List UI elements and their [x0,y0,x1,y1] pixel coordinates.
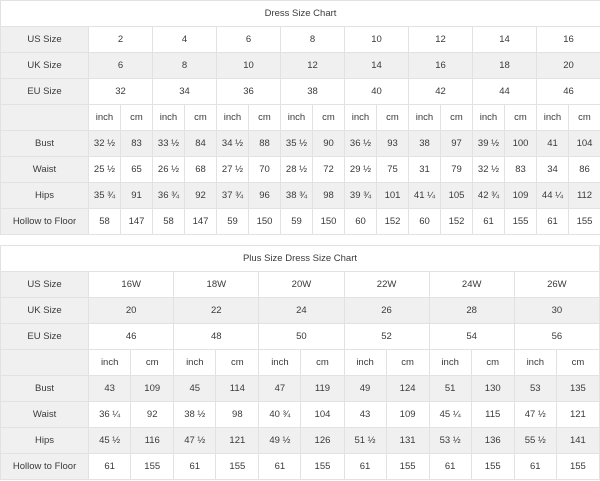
cell-hollow-to-floor: 150 [313,209,345,235]
cell-hips: 35 ¾ [89,183,121,209]
cell-waist: 36 ¼ [89,402,131,428]
unit-cell: inch [473,105,505,131]
table-row [1,428,600,454]
row-label-eu-size: EU Size [1,324,89,350]
cell-us-size-5: 12 [409,27,473,53]
cell-uk-size-2: 24 [259,298,344,324]
cell-bust: 33 ½ [153,131,185,157]
cell-hollow-to-floor: 60 [345,209,377,235]
cell-hips: 49 ½ [259,428,301,454]
unit-cell: cm [249,105,281,131]
cell-us-size-4: 24W [429,272,514,298]
cell-bust: 114 [216,376,259,402]
cell-waist: 47 ½ [514,402,556,428]
cell-bust: 119 [301,376,344,402]
plus-size-dress-chart-table [0,245,600,480]
row-label-us-size: US Size [1,272,89,298]
table-row [1,27,600,53]
cell-bust: 104 [569,131,600,157]
cell-bust: 90 [313,131,345,157]
cell-bust: 130 [471,376,514,402]
cell-hollow-to-floor: 147 [185,209,217,235]
unit-cell: inch [429,350,471,376]
table-row [1,209,600,235]
cell-bust: 39 ½ [473,131,505,157]
table-row [1,298,600,324]
cell-waist: 43 [344,402,386,428]
row-label-us-size: US Size [1,27,89,53]
cell-us-size-1: 4 [153,27,217,53]
row-label-eu-size: EU Size [1,79,89,105]
cell-hips: 45 ½ [89,428,131,454]
cell-us-size-2: 20W [259,272,344,298]
cell-hips: 42 ¾ [473,183,505,209]
unit-cell: inch [281,105,313,131]
cell-hips: 131 [386,428,429,454]
cell-waist: 65 [121,157,153,183]
cell-waist: 40 ¾ [259,402,301,428]
row-label-uk-size: UK Size [1,298,89,324]
cell-waist: 121 [556,402,599,428]
cell-waist: 75 [377,157,409,183]
cell-hips: 105 [441,183,473,209]
unit-cell: cm [121,105,153,131]
row-label-bust: Bust [1,131,89,157]
page-title-plus: Plus Size Dress Size Chart [1,246,600,272]
cell-hips: 136 [471,428,514,454]
cell-hips: 36 ¾ [153,183,185,209]
unit-cell: inch [89,350,131,376]
cell-hollow-to-floor: 58 [153,209,185,235]
table-row [1,402,600,428]
cell-bust: 53 [514,376,556,402]
cell-uk-size-2: 10 [217,53,281,79]
table-row [1,183,600,209]
cell-waist: 72 [313,157,345,183]
cell-us-size-0: 16W [89,272,174,298]
cell-waist: 34 [537,157,569,183]
cell-hips: 101 [377,183,409,209]
cell-eu-size-2: 36 [217,79,281,105]
cell-uk-size-0: 6 [89,53,153,79]
cell-waist: 26 ½ [153,157,185,183]
cell-hips: 116 [131,428,174,454]
unit-cell: cm [569,105,600,131]
cell-uk-size-6: 18 [473,53,537,79]
cell-eu-size-5: 42 [409,79,473,105]
cell-bust: 135 [556,376,599,402]
cell-waist: 38 ½ [174,402,216,428]
cell-waist: 98 [216,402,259,428]
cell-hollow-to-floor: 61 [537,209,569,235]
cell-waist: 68 [185,157,217,183]
cell-hollow-to-floor: 155 [556,454,599,480]
cell-us-size-6: 14 [473,27,537,53]
cell-uk-size-1: 22 [174,298,259,324]
unit-cell: inch [259,350,301,376]
cell-hollow-to-floor: 61 [259,454,301,480]
cell-hollow-to-floor: 61 [429,454,471,480]
cell-eu-size-4: 40 [345,79,409,105]
cell-hips: 98 [313,183,345,209]
table-row [1,324,600,350]
plus-size-dress-chart-block [0,245,600,480]
cell-eu-size-1: 48 [174,324,259,350]
cell-waist: 115 [471,402,514,428]
unit-cell: inch [89,105,121,131]
cell-hollow-to-floor: 155 [386,454,429,480]
cell-eu-size-3: 38 [281,79,345,105]
table-row-units [1,105,600,131]
table-row-title [1,246,600,272]
cell-waist: 25 ½ [89,157,121,183]
cell-eu-size-1: 34 [153,79,217,105]
table-row-title [1,1,600,27]
cell-hollow-to-floor: 61 [344,454,386,480]
cell-hollow-to-floor: 59 [217,209,249,235]
unit-cell: inch [409,105,441,131]
cell-hollow-to-floor: 147 [121,209,153,235]
cell-us-size-5: 26W [514,272,599,298]
cell-uk-size-4: 28 [429,298,514,324]
cell-bust: 34 ½ [217,131,249,157]
row-label-units [1,350,89,376]
cell-bust: 38 [409,131,441,157]
cell-hips: 96 [249,183,281,209]
cell-bust: 47 [259,376,301,402]
cell-eu-size-0: 46 [89,324,174,350]
cell-uk-size-3: 12 [281,53,345,79]
cell-hollow-to-floor: 150 [249,209,281,235]
unit-cell: inch [345,105,377,131]
table-row [1,131,600,157]
row-label-units [1,105,89,131]
unit-cell: cm [441,105,473,131]
page-title: Dress Size Chart [1,1,600,27]
cell-eu-size-4: 54 [429,324,514,350]
cell-us-size-4: 10 [345,27,409,53]
cell-waist: 83 [505,157,537,183]
table-row-units [1,350,600,376]
cell-eu-size-7: 46 [537,79,600,105]
cell-hollow-to-floor: 59 [281,209,313,235]
cell-us-size-3: 22W [344,272,429,298]
cell-hips: 38 ¾ [281,183,313,209]
cell-waist: 92 [131,402,174,428]
cell-hips: 121 [216,428,259,454]
cell-uk-size-1: 8 [153,53,217,79]
cell-bust: 36 ½ [345,131,377,157]
row-label-bust: Bust [1,376,89,402]
cell-eu-size-5: 56 [514,324,599,350]
cell-hips: 51 ½ [344,428,386,454]
cell-waist: 32 ½ [473,157,505,183]
unit-cell: cm [131,350,174,376]
unit-cell: cm [216,350,259,376]
cell-hollow-to-floor: 155 [216,454,259,480]
cell-uk-size-5: 16 [409,53,473,79]
cell-hollow-to-floor: 61 [473,209,505,235]
row-label-hips: Hips [1,428,89,454]
cell-bust: 32 ½ [89,131,121,157]
cell-hips: 41 ¼ [409,183,441,209]
cell-waist: 29 ½ [345,157,377,183]
cell-uk-size-3: 26 [344,298,429,324]
table-row [1,454,600,480]
cell-uk-size-4: 14 [345,53,409,79]
cell-waist: 28 ½ [281,157,313,183]
unit-cell: cm [377,105,409,131]
section-divider [0,235,600,245]
row-label-waist: Waist [1,157,89,183]
cell-eu-size-6: 44 [473,79,537,105]
cell-uk-size-0: 20 [89,298,174,324]
cell-bust: 93 [377,131,409,157]
cell-hips: 44 ¼ [537,183,569,209]
unit-cell: cm [505,105,537,131]
cell-eu-size-0: 32 [89,79,153,105]
cell-uk-size-7: 20 [537,53,600,79]
unit-cell: inch [217,105,249,131]
unit-cell: cm [471,350,514,376]
cell-us-size-0: 2 [89,27,153,53]
cell-bust: 51 [429,376,471,402]
cell-waist: 86 [569,157,600,183]
cell-bust: 109 [131,376,174,402]
row-label-uk-size: UK Size [1,53,89,79]
cell-waist: 109 [386,402,429,428]
cell-bust: 84 [185,131,217,157]
cell-bust: 124 [386,376,429,402]
cell-bust: 35 ½ [281,131,313,157]
cell-bust: 45 [174,376,216,402]
row-label-waist: Waist [1,402,89,428]
cell-uk-size-5: 30 [514,298,599,324]
cell-hollow-to-floor: 155 [505,209,537,235]
cell-hollow-to-floor: 61 [174,454,216,480]
cell-hips: 37 ¾ [217,183,249,209]
cell-bust: 97 [441,131,473,157]
cell-eu-size-2: 50 [259,324,344,350]
cell-hips: 47 ½ [174,428,216,454]
cell-bust: 100 [505,131,537,157]
cell-us-size-7: 16 [537,27,600,53]
unit-cell: cm [313,105,345,131]
cell-hollow-to-floor: 58 [89,209,121,235]
cell-hollow-to-floor: 155 [131,454,174,480]
table-row [1,157,600,183]
cell-bust: 83 [121,131,153,157]
cell-waist: 45 ¼ [429,402,471,428]
dress-size-chart-block [0,0,600,235]
cell-hips: 112 [569,183,600,209]
cell-hips: 109 [505,183,537,209]
cell-hollow-to-floor: 155 [471,454,514,480]
cell-bust: 41 [537,131,569,157]
cell-hips: 39 ¾ [345,183,377,209]
cell-us-size-3: 8 [281,27,345,53]
unit-cell: inch [344,350,386,376]
cell-waist: 79 [441,157,473,183]
unit-cell: cm [301,350,344,376]
cell-us-size-2: 6 [217,27,281,53]
row-label-hips: Hips [1,183,89,209]
row-label-hollow-to-floor: Hollow to Floor [1,209,89,235]
dress-size-chart-table [0,0,600,235]
cell-waist: 27 ½ [217,157,249,183]
cell-us-size-1: 18W [174,272,259,298]
cell-hips: 53 ½ [429,428,471,454]
cell-bust: 43 [89,376,131,402]
cell-hips: 92 [185,183,217,209]
cell-hips: 126 [301,428,344,454]
cell-hollow-to-floor: 152 [377,209,409,235]
cell-waist: 104 [301,402,344,428]
cell-waist: 31 [409,157,441,183]
unit-cell: inch [537,105,569,131]
cell-hollow-to-floor: 155 [569,209,600,235]
cell-bust: 49 [344,376,386,402]
cell-hollow-to-floor: 60 [409,209,441,235]
row-label-hollow-to-floor: Hollow to Floor [1,454,89,480]
unit-cell: cm [386,350,429,376]
table-row [1,53,600,79]
unit-cell: inch [514,350,556,376]
unit-cell: cm [556,350,599,376]
unit-cell: inch [153,105,185,131]
unit-cell: inch [174,350,216,376]
cell-hollow-to-floor: 61 [89,454,131,480]
table-row [1,272,600,298]
cell-bust: 88 [249,131,281,157]
cell-hips: 141 [556,428,599,454]
cell-hollow-to-floor: 152 [441,209,473,235]
cell-hips: 55 ½ [514,428,556,454]
table-row [1,376,600,402]
cell-hollow-to-floor: 155 [301,454,344,480]
cell-hips: 91 [121,183,153,209]
unit-cell: cm [185,105,217,131]
cell-waist: 70 [249,157,281,183]
cell-eu-size-3: 52 [344,324,429,350]
cell-hollow-to-floor: 61 [514,454,556,480]
table-row [1,79,600,105]
